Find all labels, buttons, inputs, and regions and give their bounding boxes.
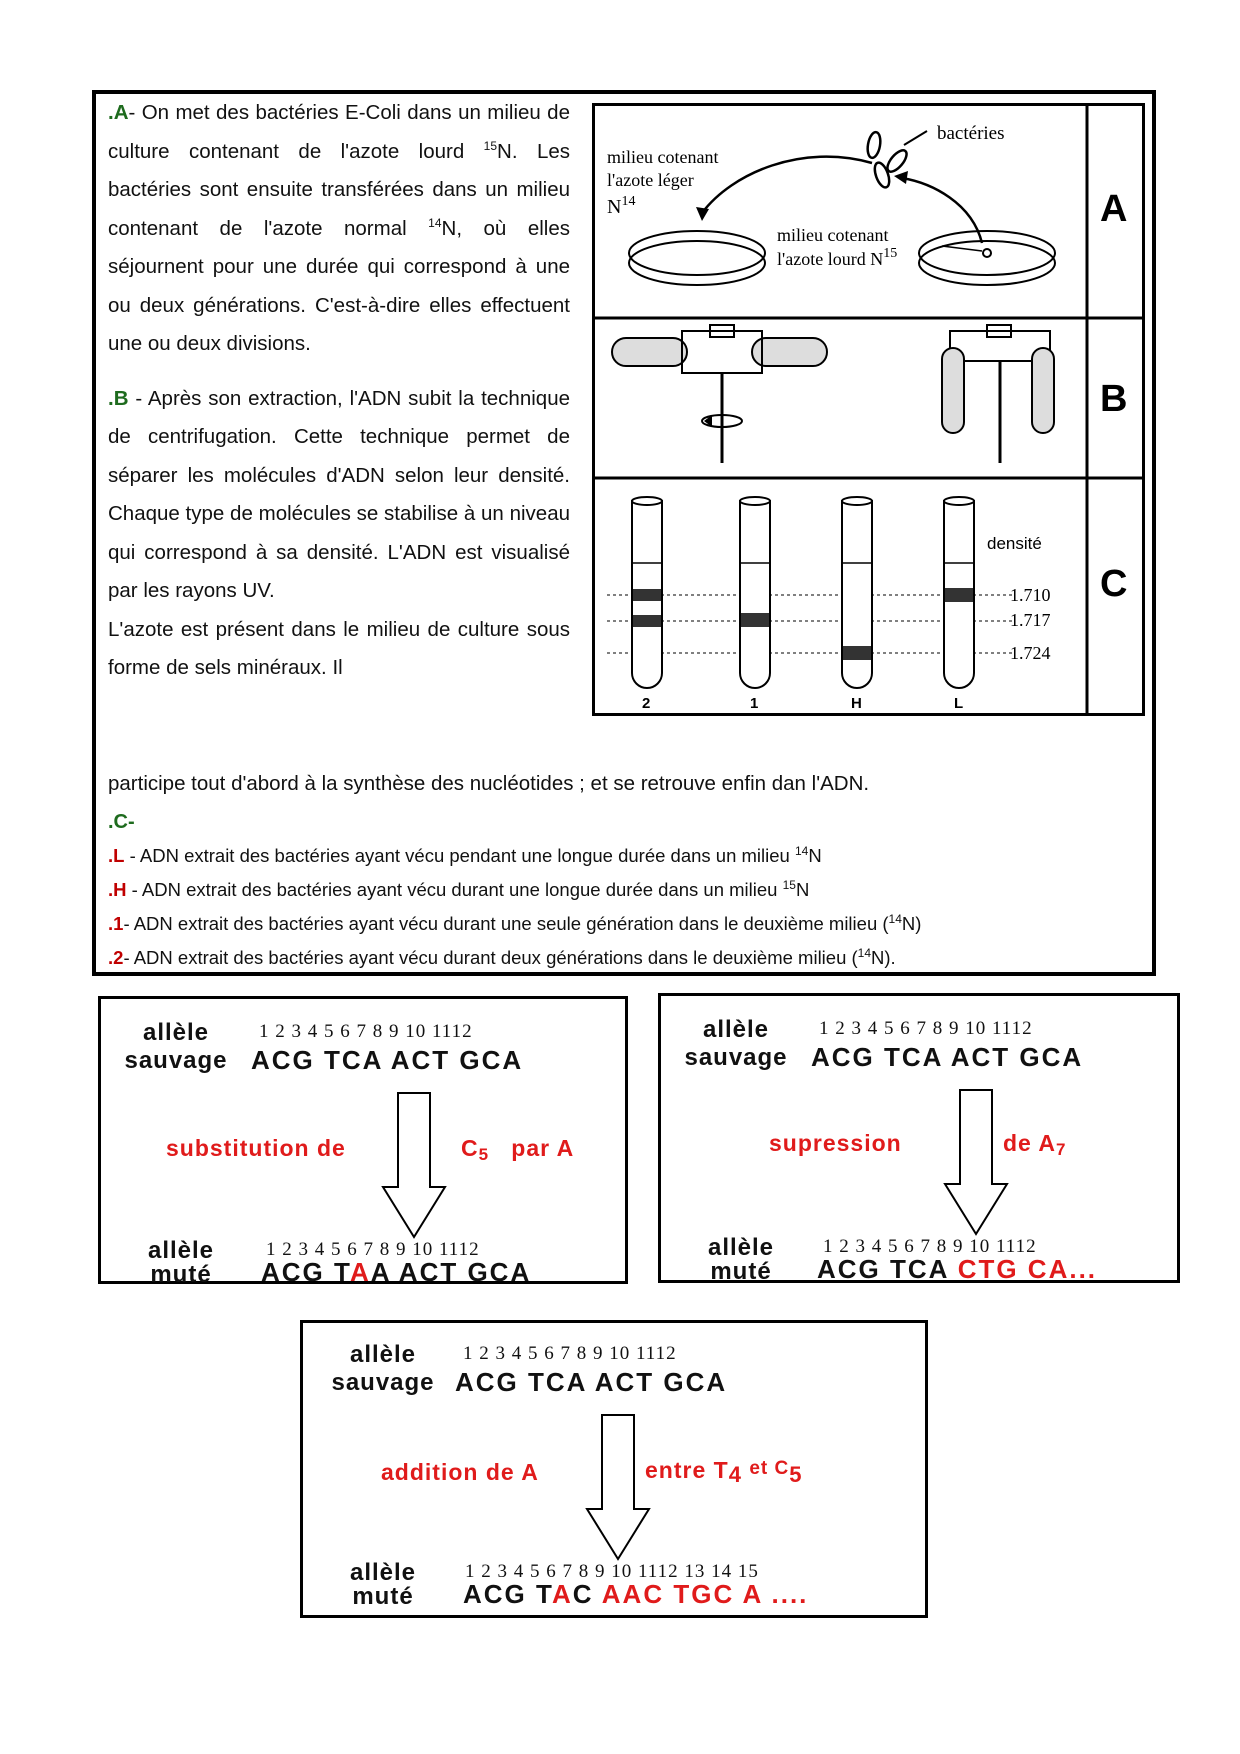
mutation-arrow	[585, 1413, 651, 1563]
operation-label-left: supression	[769, 1130, 902, 1156]
wild-allele-label-1: allèle	[142, 1019, 210, 1046]
bacteria-label: bactéries	[937, 123, 1005, 144]
operation-label-right: de A7	[1003, 1130, 1067, 1159]
light-medium-label-3: $N^{14}$	[607, 194, 636, 218]
part-a-label: .A	[108, 101, 129, 124]
panel-a-culture-diagram	[607, 123, 1127, 285]
paragraph-azote: L'azote est présent dans le milieu de culture sous forme de sels minéraux. Il	[108, 617, 570, 679]
mutant-allele-label-2: muté	[710, 1258, 772, 1285]
mutant-allele-label-1: allèle	[707, 1234, 775, 1261]
mutation-arrow	[943, 1088, 1009, 1238]
wild-allele-positions: 1 2 3 4 5 6 7 8 9 10 1112	[819, 1018, 1033, 1039]
sample-arrow	[902, 178, 982, 243]
panel-letter-a: A	[1100, 188, 1128, 230]
panel-b-centrifuge-diagram	[612, 325, 1127, 463]
mutation-box-suppression	[658, 993, 1180, 1283]
tube-l	[944, 497, 974, 688]
mutant-allele-positions: 1 2 3 4 5 6 7 8 9 10 1112	[266, 1239, 480, 1260]
part-c-label: .C-	[108, 811, 135, 833]
document-text-column	[108, 94, 570, 688]
density-label: densité	[987, 534, 1042, 553]
transfer-arrow	[702, 157, 872, 213]
petri-dish-light	[629, 231, 765, 275]
wild-allele-sequence: ACG TCA ACT GCA	[455, 1367, 728, 1397]
tube-label-2: 2	[642, 695, 651, 712]
mutant-allele-label-2: muté	[352, 1583, 414, 1610]
wild-allele-label-2: sauvage	[684, 1044, 788, 1071]
legend-item-h: .H - ADN extrait des bactéries ayant vécu durant une longue durée dans un milieu $^{15}$N	[108, 877, 810, 900]
wild-allele-label-1: allèle	[702, 1016, 770, 1043]
light-medium-label-1: milieu cotenant	[607, 147, 719, 167]
paragraph-azote-continued: participe tout d'abord à la synthèse des nucléotides ; et se retrouve enfin dan l'ADN.	[108, 772, 870, 795]
operation-label-right: entre T4 et C5	[645, 1457, 803, 1487]
mutant-allele-sequence: ACG TCA CTG CA...	[817, 1254, 1098, 1284]
mutant-allele-label-1: allèle	[147, 1237, 215, 1264]
wild-allele-sequence: ACG TCA ACT GCA	[251, 1045, 524, 1075]
mutant-allele-label-1: allèle	[349, 1559, 417, 1586]
tube-1	[740, 497, 770, 688]
part-c-legend	[108, 805, 1148, 975]
paragraph-b: .B - Après son extraction, l'ADN subit la technique de centrifugation. Cette technique permet de séparer les molécules d'ADN selon leur densité. Chaque type de molécules se stabilise à un niveau qui correspond à sa densité. L'ADN est visualisé par les rayons UV.	[108, 386, 570, 602]
mutant-allele-sequence: ACG TAA ACT GCA	[261, 1257, 532, 1287]
wild-allele-sequence: ACG TCA ACT GCA	[811, 1042, 1084, 1072]
wild-allele-positions: 1 2 3 4 5 6 7 8 9 10 1112	[259, 1021, 473, 1042]
tube-h	[842, 497, 872, 688]
tube-label-1: 1	[750, 695, 759, 712]
mutant-allele-label-2: muté	[150, 1261, 212, 1288]
mutant-allele-sequence: ACG TAC AAC TGC A ....	[463, 1579, 809, 1609]
wild-allele-label-1: allèle	[349, 1341, 417, 1368]
light-medium-label-2: l'azote léger	[607, 170, 694, 190]
density-value-3: 1.724	[1010, 643, 1051, 663]
part-b-label: .B	[108, 386, 129, 410]
mutant-allele-positions: 1 2 3 4 5 6 7 8 9 10 1112 13 14 15	[465, 1561, 759, 1582]
mutant-allele-positions: 1 2 3 4 5 6 7 8 9 10 1112	[823, 1236, 1037, 1257]
operation-label-right: C5 par A	[461, 1135, 575, 1164]
wild-allele-positions: 1 2 3 4 5 6 7 8 9 10 1112	[463, 1343, 677, 1364]
operation-label-left: addition de A	[381, 1459, 539, 1485]
tube-label-h: H	[851, 695, 862, 712]
tube-label-l: L	[954, 695, 964, 712]
mutation-box-addition	[300, 1320, 928, 1618]
wild-allele-label-2: sauvage	[124, 1047, 228, 1074]
mutation-arrow	[381, 1091, 447, 1241]
density-value-2: 1.717	[1010, 610, 1051, 630]
petri-dish-heavy	[919, 231, 1055, 275]
panel-c-density-tubes	[607, 497, 1127, 712]
heavy-medium-label-2: l'azote lourd $N^{15}$	[777, 246, 898, 269]
mutation-box-substitution	[98, 996, 628, 1288]
legend-item-1: .1- ADN extrait des bactéries ayant vécu durant une seule génération dans le deuxième milieu ($^{14}$N)	[108, 911, 922, 934]
paragraph-a: .A- On met des bactéries E-Coli dans un milieu de culture contenant de l'azote lourd $^{15}$N. Les bactéries sont ensuite transférées dans un milieu contenant de l'azote normal $^{14}$N, où elles séjournent pour une durée qui correspond à une ou deux générations. C'est-à-dire elles effectuent une ou deux divisions.	[108, 101, 571, 355]
panel-letter-b: B	[1100, 378, 1128, 420]
legend-item-2: .2- ADN extrait des bactéries ayant vécu durant deux générations dans le deuxième milieu ($^{14}$N).	[108, 945, 896, 968]
wild-allele-label-2: sauvage	[331, 1369, 435, 1396]
density-value-1: 1.710	[1010, 585, 1051, 605]
experiment-figure	[592, 103, 1145, 716]
operation-label-left: substitution de	[166, 1135, 346, 1161]
tube-2	[632, 497, 662, 688]
panel-letter-c: C	[1100, 563, 1128, 605]
legend-item-l: .L - ADN extrait des bactéries ayant vécu pendant une longue durée dans un milieu $^{14}$N	[108, 843, 822, 866]
heavy-medium-label-1: milieu cotenant	[777, 225, 889, 245]
